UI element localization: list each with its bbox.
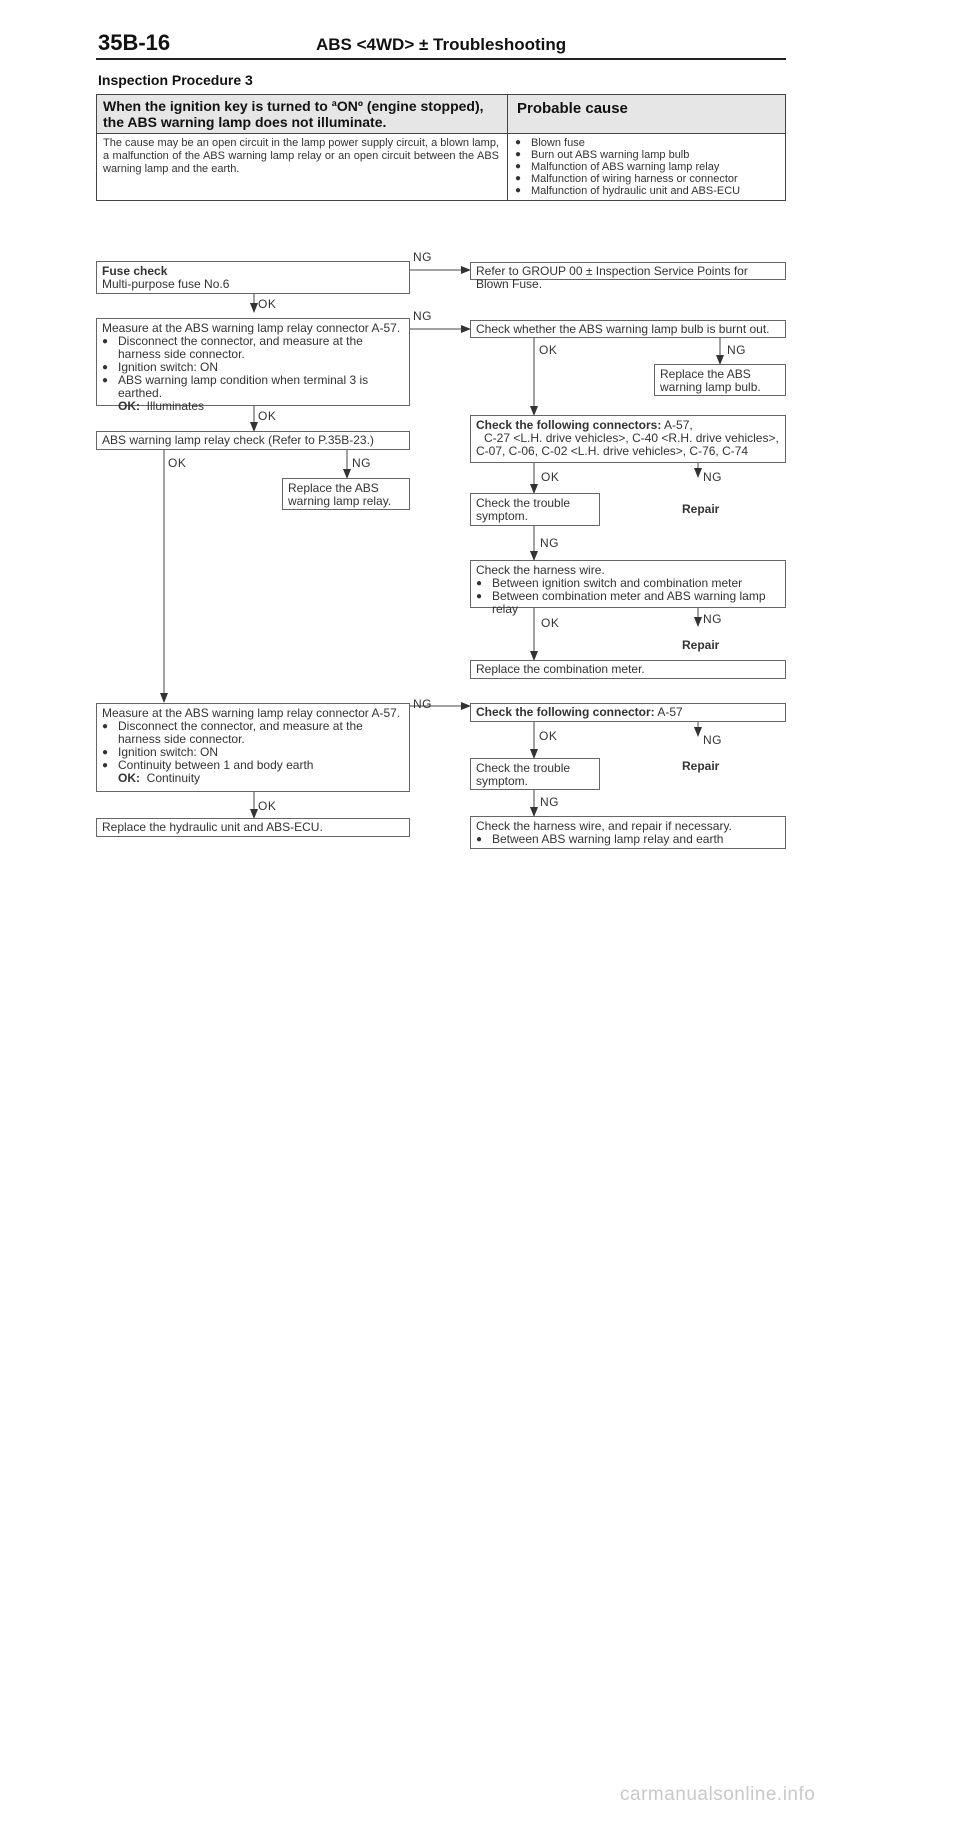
connectors-line2: C-27 <L.H. drive vehicles>, C-40 <R.H. drive vehicles>,: [484, 431, 779, 445]
harness-repair-title: Check the harness wire, and repair if necessary.: [476, 819, 732, 833]
label-ng: NG: [727, 343, 746, 357]
ok-prefix: OK:: [118, 399, 140, 413]
trouble-symptom-box: Check the trouble symptom.: [470, 493, 600, 526]
measure-relay-ok: [102, 400, 404, 413]
measure-relay-item: ● Ignition switch: ON: [102, 361, 404, 374]
label-ok: OK: [541, 616, 560, 630]
repair-label: Repair: [682, 638, 720, 652]
harness-item: ● Between combination meter and ABS warning lamp relay: [476, 590, 780, 616]
page-number: 35B-16: [98, 30, 171, 55]
label-ok: OK: [168, 456, 187, 470]
fuse-check-text: Multi-purpose fuse No.6: [102, 277, 230, 291]
repair-label: Repair: [682, 759, 720, 773]
replace-meter-box: Replace the combination meter.: [470, 660, 786, 679]
watermark: carmanualsonline.info: [620, 1784, 816, 1805]
relay-check-box: ABS warning lamp relay check (Refer to P.35B-23.): [96, 431, 410, 450]
cause-item: ● Burn out ABS warning lamp bulb: [515, 149, 781, 161]
cause-item: ● Malfunction of ABS warning lamp relay: [515, 161, 781, 173]
cause-item: ● Blown fuse: [515, 137, 781, 149]
fuse-check-title: Fuse check: [102, 264, 168, 278]
section-heading: Inspection Procedure 3: [98, 72, 253, 88]
measure-relay-title: Measure at the ABS warning lamp relay connector A-57.: [102, 321, 401, 335]
label-ok: OK: [258, 799, 277, 813]
label-ng: NG: [352, 456, 371, 470]
label-ng: NG: [413, 250, 432, 264]
ok-value: Illuminates: [146, 399, 205, 413]
label-ok: OK: [541, 470, 560, 484]
symptom-heading: When the ignition key is turned to ªONº (engine stopped), the ABS warning lamp does not illuminate.: [103, 98, 484, 130]
connector-a57-box: [470, 703, 786, 722]
harness-repair-item: ● Between ABS warning lamp relay and earth: [476, 833, 780, 846]
measure-relay-item: ● Disconnect the connector, and measure at the harness side connector.: [102, 335, 404, 361]
trouble-symptom-box: Check the trouble symptom.: [470, 758, 600, 790]
label-ok: OK: [539, 729, 558, 743]
connectors-check-box: [470, 415, 786, 463]
check-bulb-box: Check whether the ABS warning lamp bulb is burnt out.: [470, 320, 786, 338]
measure-continuity-ok: [102, 772, 404, 785]
label-ng: NG: [413, 309, 432, 323]
connectors-line3: C-07, C-06, C-02 <L.H. drive vehicles>, C-76, C-74: [476, 444, 749, 458]
harness-check-box: [470, 560, 786, 616]
connectors-a57: A-57,: [664, 418, 693, 432]
measure-continuity-item: ● Disconnect the connector, and measure at the harness side connector.: [102, 720, 404, 746]
measure-relay-item: ● ABS warning lamp condition when terminal 3 is earthed.: [102, 374, 404, 400]
harness-title: Check the harness wire.: [476, 563, 605, 577]
connector-title: Check the following connector:: [476, 705, 655, 719]
measure-continuity-item: ● Ignition switch: ON: [102, 746, 404, 759]
refer-group-box: Refer to GROUP 00 ± Inspection Service Points for Blown Fuse.: [470, 262, 786, 280]
harness-item: ● Between ignition switch and combination meter: [476, 577, 780, 590]
repair-label: Repair: [682, 502, 720, 516]
replace-relay-box: Replace the ABS warning lamp relay.: [282, 478, 410, 510]
label-ng: NG: [413, 697, 432, 711]
label-ng: NG: [540, 536, 559, 550]
label-ng: NG: [540, 795, 559, 809]
label-ok: OK: [258, 409, 277, 423]
label-ng: NG: [703, 612, 722, 626]
cause-item: ● Malfunction of hydraulic unit and ABS-ECU: [515, 185, 781, 197]
measure-continuity-box: [96, 703, 410, 792]
cause-item: ● Malfunction of wiring harness or connector: [515, 173, 781, 185]
replace-ecu-box: Replace the hydraulic unit and ABS-ECU.: [96, 818, 410, 837]
measure-continuity-item: ● Continuity between 1 and body earth: [102, 759, 404, 772]
label-ok: OK: [258, 297, 277, 311]
ok-prefix: OK:: [118, 771, 140, 785]
label-ok: OK: [539, 343, 558, 357]
measure-continuity-title: Measure at the ABS warning lamp relay connector A-57.: [102, 706, 401, 720]
connector-value: A-57: [657, 705, 683, 719]
page-title: ABS <4WD> ± Troubleshooting: [316, 35, 567, 54]
fuse-check-box: [96, 261, 410, 294]
replace-bulb-box: Replace the ABS warning lamp bulb.: [654, 364, 786, 396]
label-ng: NG: [703, 470, 722, 484]
cause-heading: Probable cause: [517, 100, 628, 117]
harness-repair-box: [470, 816, 786, 849]
measure-relay-box: [96, 318, 410, 413]
ok-value: Continuity: [146, 771, 201, 785]
symptom-text: The cause may be an open circuit in the lamp power supply circuit, a blown lamp, a malfunction of the ABS warning lamp relay or an open circuit between the ABS warning lamp and the earth.: [103, 137, 499, 175]
connectors-title: Check the following connectors:: [476, 418, 662, 432]
label-ng: NG: [703, 733, 722, 747]
